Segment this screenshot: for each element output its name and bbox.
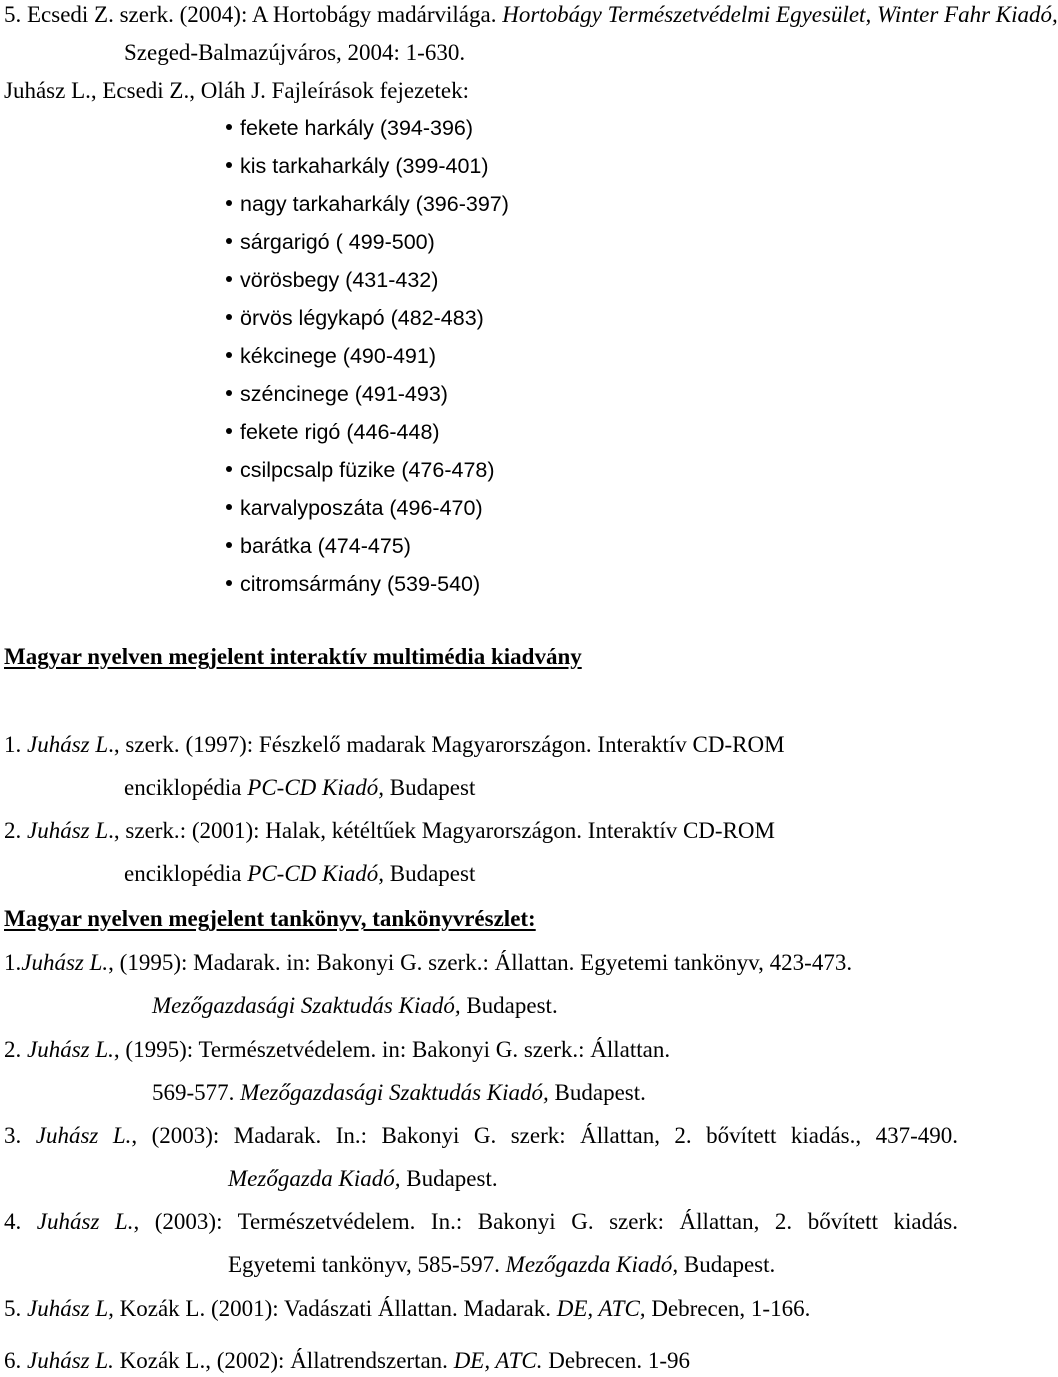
bullet-icon: [226, 162, 232, 168]
section-heading-multimedia: Magyar nyelven megjelent interaktív multimédia kiadvány: [4, 644, 582, 669]
multimedia-ref-2-line-2: enciklopédia PC-CD Kiadó, Budapest: [124, 861, 476, 886]
bullet-icon: [226, 276, 232, 282]
ref-author: Juhász L.: [36, 1209, 134, 1234]
ref-publisher: Mezőgazda Kiadó,: [505, 1252, 679, 1277]
ref-publisher: PC-CD Kiadó,: [247, 861, 384, 886]
species-item: fekete rigó (446-448): [226, 422, 440, 444]
bullet-icon: [226, 580, 232, 586]
ref-publisher: Mezőgazda Kiadó,: [228, 1166, 401, 1191]
ref-author: Juhász L.: [27, 1037, 114, 1062]
textbook-ref-6: 6. Juhász L. Kozák L., (2002): Állatrendszertan. DE, ATC. Debrecen. 1-96: [4, 1348, 691, 1373]
bullet-icon: [226, 542, 232, 548]
ref-top-line-1: [4, 2, 1058, 27]
ref-author: Juhász L.: [21, 950, 109, 975]
textbook-ref-3-line-2: Mezőgazda Kiadó, Budapest.: [228, 1166, 498, 1191]
textbook-ref-2-line-2: 569-577. Mezőgazdasági Szaktudás Kiadó, Budapest.: [152, 1080, 646, 1105]
bullet-icon: [226, 314, 232, 320]
species-item: fekete harkály (394-396): [226, 118, 473, 140]
bullet-icon: [226, 504, 232, 510]
species-item: csilpcsalp füzike (476-478): [226, 460, 495, 482]
species-item: kis tarkaharkály (399-401): [226, 156, 489, 178]
bullet-icon: [226, 352, 232, 358]
species-item: kékcinege (490-491): [226, 346, 436, 368]
ref-author: Juhász L: [27, 818, 109, 843]
species-item: nagy tarkaharkály (396-397): [226, 194, 509, 216]
species-item: sárgarigó ( 499-500): [226, 232, 435, 254]
textbook-ref-2: 2. Juhász L., (1995): Természetvédelem. in: Bakonyi G. szerk.: Állattan.: [4, 1037, 671, 1062]
ref-publisher: DE, ATC.: [453, 1348, 543, 1373]
species-item: citromsármány (539-540): [226, 574, 480, 596]
multimedia-ref-2: 2. Juhász L., szerk.: (2001): Halak, kétéltűek Magyarországon. Interaktív CD-ROM: [4, 818, 775, 843]
species-item: barátka (474-475): [226, 536, 411, 558]
ref-publisher: Mezőgazdasági Szaktudás Kiadó,: [152, 993, 461, 1018]
species-item: széncinege (491-493): [226, 384, 448, 406]
ref-author: Juhász L,: [27, 1296, 114, 1321]
ref-number: 5.: [4, 2, 22, 27]
bullet-icon: [226, 238, 232, 244]
ref-publisher: Hortobágy Természetvédelmi Egyesület, Winter Fahr Kiadó,: [502, 2, 1058, 27]
bullet-icon: [226, 390, 232, 396]
textbook-ref-3: 3. Juhász L., (2003): Madarak. In.: Bakonyi G. szerk: Állattan, 2. bővített kiadás., 437-490.: [4, 1123, 959, 1148]
bullet-icon: [226, 466, 232, 472]
section-heading-textbook: Magyar nyelven megjelent tankönyv, tankönyvrészlet:: [4, 906, 536, 931]
species-item: vörösbegy (431-432): [226, 270, 438, 292]
ref-publisher: PC-CD Kiadó,: [247, 775, 384, 800]
bullet-icon: [226, 200, 232, 206]
textbook-ref-5: 5. Juhász L, Kozák L. (2001): Vadászati Állattan. Madarak. DE, ATC, Debrecen, 1-166.: [4, 1296, 811, 1321]
textbook-ref-1-line-2: Mezőgazdasági Szaktudás Kiadó, Budapest.: [152, 993, 558, 1018]
ref-place: Szeged-Balmazújváros, 2004: 1-630.: [124, 40, 466, 65]
bullet-icon: [226, 124, 232, 130]
bullet-icon: [226, 428, 232, 434]
species-item: örvös légykapó (482-483): [226, 308, 484, 330]
ref-publisher: Mezőgazdasági Szaktudás Kiadó,: [240, 1080, 549, 1105]
multimedia-ref-1-line-2: enciklopédia PC-CD Kiadó, Budapest: [124, 775, 476, 800]
textbook-ref-1: 1.Juhász L., (1995): Madarak. in: Bakonyi G. szerk.: Állattan. Egyetemi tankönyv, 423-473.: [4, 950, 853, 975]
ref-publisher: DE, ATC,: [556, 1296, 646, 1321]
multimedia-ref-1: 1. Juhász L., szerk. (1997): Fészkelő madarak Magyarországon. Interaktív CD-ROM: [4, 732, 785, 757]
ref-top-line-2: [124, 41, 465, 64]
species-item: karvalyposzáta (496-470): [226, 498, 483, 520]
textbook-ref-4-line-2: Egyetemi tankönyv, 585-597. Mezőgazda Kiadó, Budapest.: [228, 1252, 776, 1277]
ref-author: Juhász L: [27, 732, 109, 757]
textbook-ref-4: 4. Juhász L., (2003): Természetvédelem. In.: Bakonyi G. szerk: Állattan, 2. bővített kiadás.: [4, 1209, 959, 1234]
ref-author: Juhász L.: [27, 1348, 114, 1373]
ref-authors: Ecsedi Z. szerk. (2004): A Hortobágy madárvilága.: [27, 2, 497, 27]
chapter-authors: Juhász L., Ecsedi Z., Oláh J. Fajleírások fejezetek:: [4, 78, 469, 103]
ref-author: Juhász L.: [35, 1123, 132, 1148]
